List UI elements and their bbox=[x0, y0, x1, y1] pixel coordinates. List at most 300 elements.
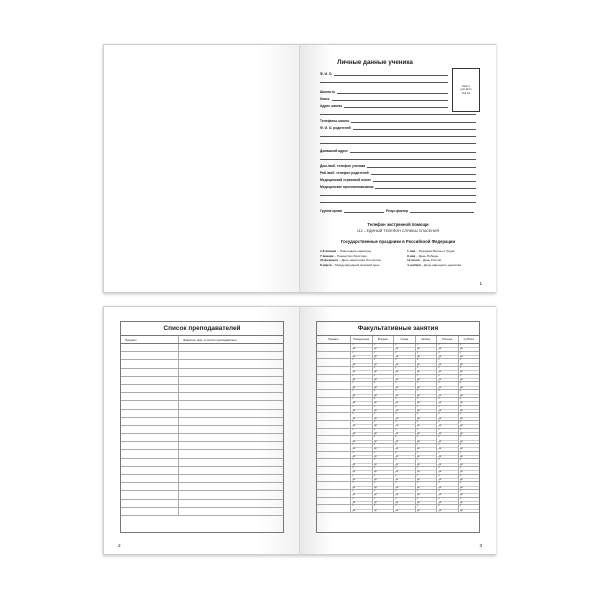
time-cell[interactable] bbox=[459, 421, 480, 428]
time-from-label: с bbox=[374, 505, 393, 509]
time-to-label: до bbox=[417, 432, 420, 435]
time-cell[interactable] bbox=[437, 444, 459, 451]
time-cell[interactable] bbox=[351, 413, 373, 420]
time-from-label: с bbox=[396, 498, 415, 502]
time-cell[interactable] bbox=[394, 344, 416, 351]
subject-cell[interactable] bbox=[121, 360, 179, 367]
col-day-header: Среда bbox=[394, 336, 416, 343]
time-from-label: с bbox=[439, 505, 458, 509]
time-cell[interactable] bbox=[416, 375, 438, 382]
time-cell[interactable] bbox=[437, 467, 459, 474]
time-cell[interactable] bbox=[373, 375, 395, 382]
time-cell[interactable] bbox=[351, 467, 373, 474]
table-row bbox=[317, 359, 479, 367]
time-cell[interactable] bbox=[437, 344, 459, 351]
time-from-label: с bbox=[439, 359, 458, 363]
time-cell[interactable] bbox=[373, 436, 395, 443]
subject-cell[interactable] bbox=[317, 398, 351, 405]
time-from-label: с bbox=[439, 421, 458, 425]
time-cell[interactable] bbox=[459, 436, 480, 443]
time-cell[interactable] bbox=[351, 482, 373, 489]
time-to-label: до bbox=[374, 456, 377, 459]
time-to-label: до bbox=[352, 356, 356, 359]
time-cell[interactable] bbox=[459, 367, 480, 374]
subject-cell[interactable] bbox=[317, 436, 351, 443]
teacher-name-cell[interactable] bbox=[179, 418, 283, 425]
table-row bbox=[121, 369, 283, 377]
teacher-name-cell[interactable] bbox=[179, 426, 283, 433]
subject-cell[interactable] bbox=[121, 467, 179, 474]
subject-cell[interactable] bbox=[121, 426, 179, 433]
time-cell[interactable] bbox=[437, 398, 459, 405]
time-to-label: до bbox=[460, 379, 463, 382]
table-row bbox=[121, 385, 283, 393]
time-to-label: до bbox=[374, 502, 377, 505]
time-to-label: до bbox=[417, 440, 420, 443]
table-row bbox=[121, 483, 283, 491]
time-from-label: с bbox=[460, 375, 479, 379]
teacher-name-cell[interactable] bbox=[179, 450, 283, 457]
time-cell[interactable] bbox=[394, 490, 416, 497]
teacher-name-cell[interactable] bbox=[179, 508, 283, 515]
time-from-label: с bbox=[439, 413, 458, 417]
time-cell[interactable] bbox=[437, 452, 459, 459]
time-from-label: с bbox=[353, 421, 372, 425]
time-cell[interactable] bbox=[351, 352, 373, 359]
time-cell[interactable] bbox=[437, 375, 459, 382]
time-to-label: до bbox=[417, 448, 420, 451]
time-cell[interactable] bbox=[373, 352, 395, 359]
field-medical-contraindications[interactable]: Медицинские противопоказания bbox=[320, 184, 476, 189]
time-cell[interactable] bbox=[459, 498, 480, 505]
subject-cell[interactable] bbox=[317, 367, 351, 374]
time-cell[interactable] bbox=[416, 475, 438, 482]
table-row bbox=[317, 482, 479, 490]
time-cell[interactable] bbox=[394, 436, 416, 443]
time-cell[interactable] bbox=[416, 444, 438, 451]
time-cell[interactable] bbox=[459, 482, 480, 489]
time-cell[interactable] bbox=[351, 375, 373, 382]
time-cell[interactable] bbox=[394, 452, 416, 459]
time-cell[interactable] bbox=[351, 390, 373, 397]
time-cell[interactable] bbox=[394, 390, 416, 397]
electives-table bbox=[316, 321, 480, 533]
time-cell[interactable] bbox=[351, 459, 373, 466]
time-from-label: с bbox=[417, 390, 436, 394]
field-school-address[interactable]: Адрес школы bbox=[320, 103, 448, 108]
subject-cell[interactable] bbox=[317, 382, 351, 389]
time-cell[interactable] bbox=[373, 482, 395, 489]
time-cell[interactable] bbox=[459, 398, 480, 405]
time-from-label: с bbox=[396, 436, 415, 440]
time-cell[interactable] bbox=[459, 390, 480, 397]
time-cell[interactable] bbox=[394, 459, 416, 466]
time-from-label: с bbox=[439, 375, 458, 379]
time-cell[interactable] bbox=[437, 482, 459, 489]
time-from-label: с bbox=[353, 398, 372, 402]
teacher-name-cell[interactable] bbox=[179, 467, 283, 474]
time-to-label: до bbox=[417, 409, 420, 412]
time-cell[interactable] bbox=[394, 398, 416, 405]
subject-cell[interactable] bbox=[121, 500, 179, 507]
time-to-label: до bbox=[438, 432, 442, 435]
time-cell[interactable] bbox=[394, 367, 416, 374]
subject-cell[interactable] bbox=[317, 352, 351, 359]
subject-cell[interactable] bbox=[317, 359, 351, 366]
time-to-label: до bbox=[395, 425, 399, 428]
time-cell[interactable] bbox=[437, 475, 459, 482]
subject-cell[interactable] bbox=[121, 459, 179, 466]
subject-cell[interactable] bbox=[317, 413, 351, 420]
time-cell[interactable] bbox=[437, 505, 459, 512]
time-from-label: с bbox=[353, 352, 372, 356]
time-cell[interactable] bbox=[416, 505, 438, 512]
time-cell[interactable] bbox=[437, 498, 459, 505]
time-cell[interactable] bbox=[394, 375, 416, 382]
time-cell[interactable] bbox=[351, 367, 373, 374]
holiday-item: 1-8 января – Новогодние каникулы bbox=[320, 249, 371, 253]
teacher-name-cell[interactable] bbox=[179, 442, 283, 449]
subject-cell[interactable] bbox=[121, 508, 179, 515]
subject-cell[interactable] bbox=[121, 491, 179, 498]
time-cell[interactable] bbox=[351, 406, 373, 413]
time-cell[interactable] bbox=[459, 444, 480, 451]
time-cell[interactable] bbox=[459, 382, 480, 389]
time-cell[interactable] bbox=[437, 406, 459, 413]
page-number: 3 bbox=[479, 543, 482, 548]
time-from-label: с bbox=[417, 505, 436, 509]
table-row bbox=[121, 352, 283, 360]
blood-group-row[interactable] bbox=[320, 209, 476, 213]
time-cell[interactable] bbox=[373, 413, 395, 420]
field-parents-name[interactable]: Ф. И. О. родителей bbox=[320, 125, 476, 130]
time-from-label: с bbox=[417, 398, 436, 402]
teacher-name-cell[interactable] bbox=[179, 491, 283, 498]
table-row bbox=[121, 491, 283, 499]
subject-cell[interactable] bbox=[317, 390, 351, 397]
teacher-name-cell[interactable] bbox=[179, 393, 283, 400]
subject-cell[interactable] bbox=[121, 483, 179, 490]
time-to-label: до bbox=[374, 425, 377, 428]
time-cell[interactable] bbox=[394, 467, 416, 474]
time-cell[interactable] bbox=[373, 344, 395, 351]
teacher-name-cell[interactable] bbox=[179, 434, 283, 441]
subject-cell[interactable] bbox=[317, 482, 351, 489]
time-cell[interactable] bbox=[416, 406, 438, 413]
time-cell[interactable] bbox=[416, 421, 438, 428]
time-cell[interactable] bbox=[459, 467, 480, 474]
time-cell[interactable] bbox=[416, 429, 438, 436]
field-student-phone[interactable]: Дом./моб. телефон ученика bbox=[320, 163, 476, 168]
time-cell[interactable] bbox=[416, 459, 438, 466]
time-cell[interactable] bbox=[416, 398, 438, 405]
time-from-label: с bbox=[439, 459, 458, 463]
time-cell[interactable] bbox=[437, 413, 459, 420]
subject-cell[interactable] bbox=[317, 498, 351, 505]
teacher-name-cell[interactable] bbox=[179, 475, 283, 482]
time-cell[interactable] bbox=[373, 359, 395, 366]
subject-cell[interactable] bbox=[317, 467, 351, 474]
time-cell[interactable] bbox=[416, 344, 438, 351]
time-from-label: с bbox=[460, 467, 479, 471]
time-cell[interactable] bbox=[459, 475, 480, 482]
page-title: Личные данные ученика bbox=[337, 59, 413, 66]
time-cell[interactable] bbox=[351, 444, 373, 451]
time-cell[interactable] bbox=[394, 421, 416, 428]
time-cell[interactable] bbox=[373, 452, 395, 459]
time-cell[interactable] bbox=[459, 344, 480, 351]
time-cell[interactable] bbox=[437, 429, 459, 436]
field-class[interactable]: Класс bbox=[320, 96, 448, 101]
time-to-label: до bbox=[352, 379, 356, 382]
time-from-label: с bbox=[460, 390, 479, 394]
notebook-spread-bottom bbox=[103, 306, 496, 555]
time-cell[interactable] bbox=[351, 436, 373, 443]
teacher-name-cell[interactable] bbox=[179, 459, 283, 466]
time-cell[interactable] bbox=[459, 459, 480, 466]
holidays-title: Государственные праздники в Российской Федерации bbox=[340, 239, 456, 244]
time-cell[interactable] bbox=[373, 406, 395, 413]
time-to-label: до bbox=[460, 463, 463, 466]
time-cell[interactable] bbox=[351, 398, 373, 405]
time-cell[interactable] bbox=[437, 436, 459, 443]
time-cell[interactable] bbox=[394, 352, 416, 359]
subject-cell[interactable] bbox=[317, 475, 351, 482]
teacher-name-cell[interactable] bbox=[179, 369, 283, 376]
time-from-label: с bbox=[460, 398, 479, 402]
subject-cell[interactable] bbox=[121, 369, 179, 376]
field-full-name[interactable]: Ф. И. О. bbox=[320, 71, 448, 76]
time-to-label: до bbox=[460, 417, 463, 420]
subject-cell[interactable] bbox=[121, 442, 179, 449]
subject-cell[interactable] bbox=[317, 452, 351, 459]
time-cell[interactable] bbox=[416, 490, 438, 497]
time-from-label: с bbox=[460, 482, 479, 486]
time-cell[interactable] bbox=[373, 398, 395, 405]
time-cell[interactable] bbox=[437, 367, 459, 374]
subject-cell[interactable] bbox=[317, 459, 351, 466]
time-cell[interactable] bbox=[437, 390, 459, 397]
time-cell[interactable] bbox=[459, 406, 480, 413]
time-cell[interactable] bbox=[373, 390, 395, 397]
subject-cell[interactable] bbox=[317, 421, 351, 428]
field-parents-phone[interactable]: Раб./моб. телефон родителей bbox=[320, 170, 476, 175]
subject-cell[interactable] bbox=[121, 385, 179, 392]
field-school[interactable]: Школа № bbox=[320, 89, 448, 94]
time-cell[interactable] bbox=[416, 482, 438, 489]
subject-cell[interactable] bbox=[121, 475, 179, 482]
time-cell[interactable] bbox=[416, 359, 438, 366]
time-from-label: с bbox=[353, 344, 372, 348]
subject-cell[interactable] bbox=[121, 401, 179, 408]
time-cell[interactable] bbox=[394, 498, 416, 505]
time-from-label: с bbox=[353, 382, 372, 386]
time-cell[interactable] bbox=[373, 382, 395, 389]
time-to-label: до bbox=[352, 440, 356, 443]
time-from-label: с bbox=[353, 444, 372, 448]
teacher-name-cell[interactable] bbox=[179, 352, 283, 359]
col-day-header: Суббота bbox=[463, 338, 474, 341]
time-cell[interactable] bbox=[373, 498, 395, 505]
time-from-label: с bbox=[460, 429, 479, 433]
time-to-label: до bbox=[438, 463, 442, 466]
time-cell[interactable] bbox=[437, 459, 459, 466]
time-cell[interactable] bbox=[351, 498, 373, 505]
subject-cell[interactable] bbox=[121, 410, 179, 417]
time-cell[interactable] bbox=[351, 344, 373, 351]
time-from-label: с bbox=[374, 390, 393, 394]
table-row bbox=[121, 500, 283, 508]
time-cell[interactable] bbox=[394, 475, 416, 482]
subject-cell[interactable] bbox=[317, 505, 351, 512]
time-from-label: с bbox=[417, 421, 436, 425]
time-cell[interactable] bbox=[459, 490, 480, 497]
time-cell[interactable] bbox=[373, 444, 395, 451]
time-cell[interactable] bbox=[373, 505, 395, 512]
time-to-label: до bbox=[460, 386, 463, 389]
page-number: 1 bbox=[479, 281, 482, 286]
subject-cell[interactable] bbox=[317, 406, 351, 413]
time-cell[interactable] bbox=[394, 505, 416, 512]
time-to-label: до bbox=[374, 409, 377, 412]
time-cell[interactable] bbox=[416, 436, 438, 443]
teacher-name-cell[interactable] bbox=[179, 344, 283, 351]
time-cell[interactable] bbox=[351, 490, 373, 497]
time-from-label: с bbox=[417, 413, 436, 417]
time-to-label: до bbox=[395, 356, 399, 359]
time-cell[interactable] bbox=[437, 490, 459, 497]
time-cell[interactable] bbox=[459, 359, 480, 366]
subject-cell[interactable] bbox=[121, 434, 179, 441]
subject-cell[interactable] bbox=[121, 450, 179, 457]
time-cell[interactable] bbox=[394, 359, 416, 366]
time-cell[interactable] bbox=[459, 505, 480, 512]
time-cell[interactable] bbox=[394, 382, 416, 389]
time-cell[interactable] bbox=[373, 429, 395, 436]
emergency-number: 112 – ЕДИНЫЙ ТЕЛЕФОН СЛУЖБЫ СПАСЕНИЯ bbox=[356, 229, 440, 233]
time-cell[interactable] bbox=[373, 467, 395, 474]
time-from-label: с bbox=[396, 382, 415, 386]
time-from-label: с bbox=[417, 382, 436, 386]
time-cell[interactable] bbox=[394, 482, 416, 489]
time-cell[interactable] bbox=[416, 352, 438, 359]
subject-cell[interactable] bbox=[121, 344, 179, 351]
holiday-item: 23 февраля – День защитника Отечества bbox=[320, 258, 381, 263]
time-cell[interactable] bbox=[459, 375, 480, 382]
time-cell[interactable] bbox=[416, 452, 438, 459]
subject-cell[interactable] bbox=[121, 377, 179, 384]
teacher-name-cell[interactable] bbox=[179, 401, 283, 408]
time-to-label: до bbox=[374, 440, 377, 443]
time-from-label: с bbox=[396, 398, 415, 402]
time-cell[interactable] bbox=[351, 429, 373, 436]
time-cell[interactable] bbox=[416, 467, 438, 474]
time-cell[interactable] bbox=[394, 413, 416, 420]
time-cell[interactable] bbox=[351, 505, 373, 512]
time-to-label: до bbox=[460, 440, 463, 443]
time-cell[interactable] bbox=[437, 352, 459, 359]
subject-cell[interactable] bbox=[317, 344, 351, 351]
subject-cell[interactable] bbox=[121, 352, 179, 359]
notebook-spread-top bbox=[103, 44, 496, 293]
teachers-table bbox=[120, 321, 284, 533]
photo-placeholder bbox=[452, 68, 480, 112]
time-cell[interactable] bbox=[373, 475, 395, 482]
table-row bbox=[317, 344, 479, 352]
time-from-label: с bbox=[374, 421, 393, 425]
time-cell[interactable] bbox=[351, 359, 373, 366]
time-cell[interactable] bbox=[394, 429, 416, 436]
teacher-name-cell[interactable] bbox=[179, 377, 283, 384]
subject-cell[interactable] bbox=[121, 393, 179, 400]
teachers-table-title: Список преподавателей bbox=[121, 322, 283, 336]
field-insurance-policy[interactable]: Медицинский страховой полис bbox=[320, 177, 476, 182]
time-cell[interactable] bbox=[394, 444, 416, 451]
teacher-name-cell[interactable] bbox=[179, 483, 283, 490]
time-cell[interactable] bbox=[351, 452, 373, 459]
subject-cell[interactable] bbox=[317, 429, 351, 436]
field-home-address[interactable]: Домашний адрес bbox=[320, 148, 476, 153]
time-cell[interactable] bbox=[373, 490, 395, 497]
time-cell[interactable] bbox=[416, 390, 438, 397]
time-to-label: до bbox=[460, 479, 463, 482]
teacher-name-cell[interactable] bbox=[179, 500, 283, 507]
time-cell[interactable] bbox=[416, 413, 438, 420]
time-cell[interactable] bbox=[437, 421, 459, 428]
time-from-label: с bbox=[353, 490, 372, 494]
time-from-label: с bbox=[417, 429, 436, 433]
time-cell[interactable] bbox=[416, 382, 438, 389]
time-to-label: до bbox=[395, 448, 399, 451]
time-to-label: до bbox=[352, 394, 356, 397]
time-cell[interactable] bbox=[416, 367, 438, 374]
time-cell[interactable] bbox=[437, 359, 459, 366]
holidays-list-left bbox=[320, 249, 381, 267]
teacher-name-cell[interactable] bbox=[179, 385, 283, 392]
teacher-name-cell[interactable] bbox=[179, 360, 283, 367]
time-from-label: с bbox=[439, 475, 458, 479]
time-from-label: с bbox=[417, 475, 436, 479]
time-cell[interactable] bbox=[459, 452, 480, 459]
time-cell[interactable] bbox=[459, 413, 480, 420]
time-cell[interactable] bbox=[459, 352, 480, 359]
time-from-label: с bbox=[417, 367, 436, 371]
time-cell[interactable] bbox=[459, 429, 480, 436]
field-school-phones[interactable]: Телефоны школы bbox=[320, 118, 476, 123]
time-from-label: с bbox=[396, 444, 415, 448]
time-cell[interactable] bbox=[394, 406, 416, 413]
teacher-name-cell[interactable] bbox=[179, 410, 283, 417]
time-cell[interactable] bbox=[351, 475, 373, 482]
subject-cell[interactable] bbox=[317, 490, 351, 497]
subject-cell[interactable] bbox=[317, 375, 351, 382]
time-cell[interactable] bbox=[351, 421, 373, 428]
time-cell[interactable] bbox=[373, 459, 395, 466]
subject-cell[interactable] bbox=[121, 418, 179, 425]
time-cell[interactable] bbox=[351, 382, 373, 389]
time-to-label: до bbox=[438, 356, 442, 359]
subject-cell[interactable] bbox=[317, 444, 351, 451]
time-cell[interactable] bbox=[437, 382, 459, 389]
time-to-label: до bbox=[374, 386, 377, 389]
time-from-label: с bbox=[417, 482, 436, 486]
time-to-label: до bbox=[395, 402, 399, 405]
time-cell[interactable] bbox=[373, 367, 395, 374]
time-to-label: до bbox=[438, 479, 442, 482]
time-cell[interactable] bbox=[416, 498, 438, 505]
field-blank-line bbox=[320, 136, 476, 137]
time-cell[interactable] bbox=[373, 421, 395, 428]
